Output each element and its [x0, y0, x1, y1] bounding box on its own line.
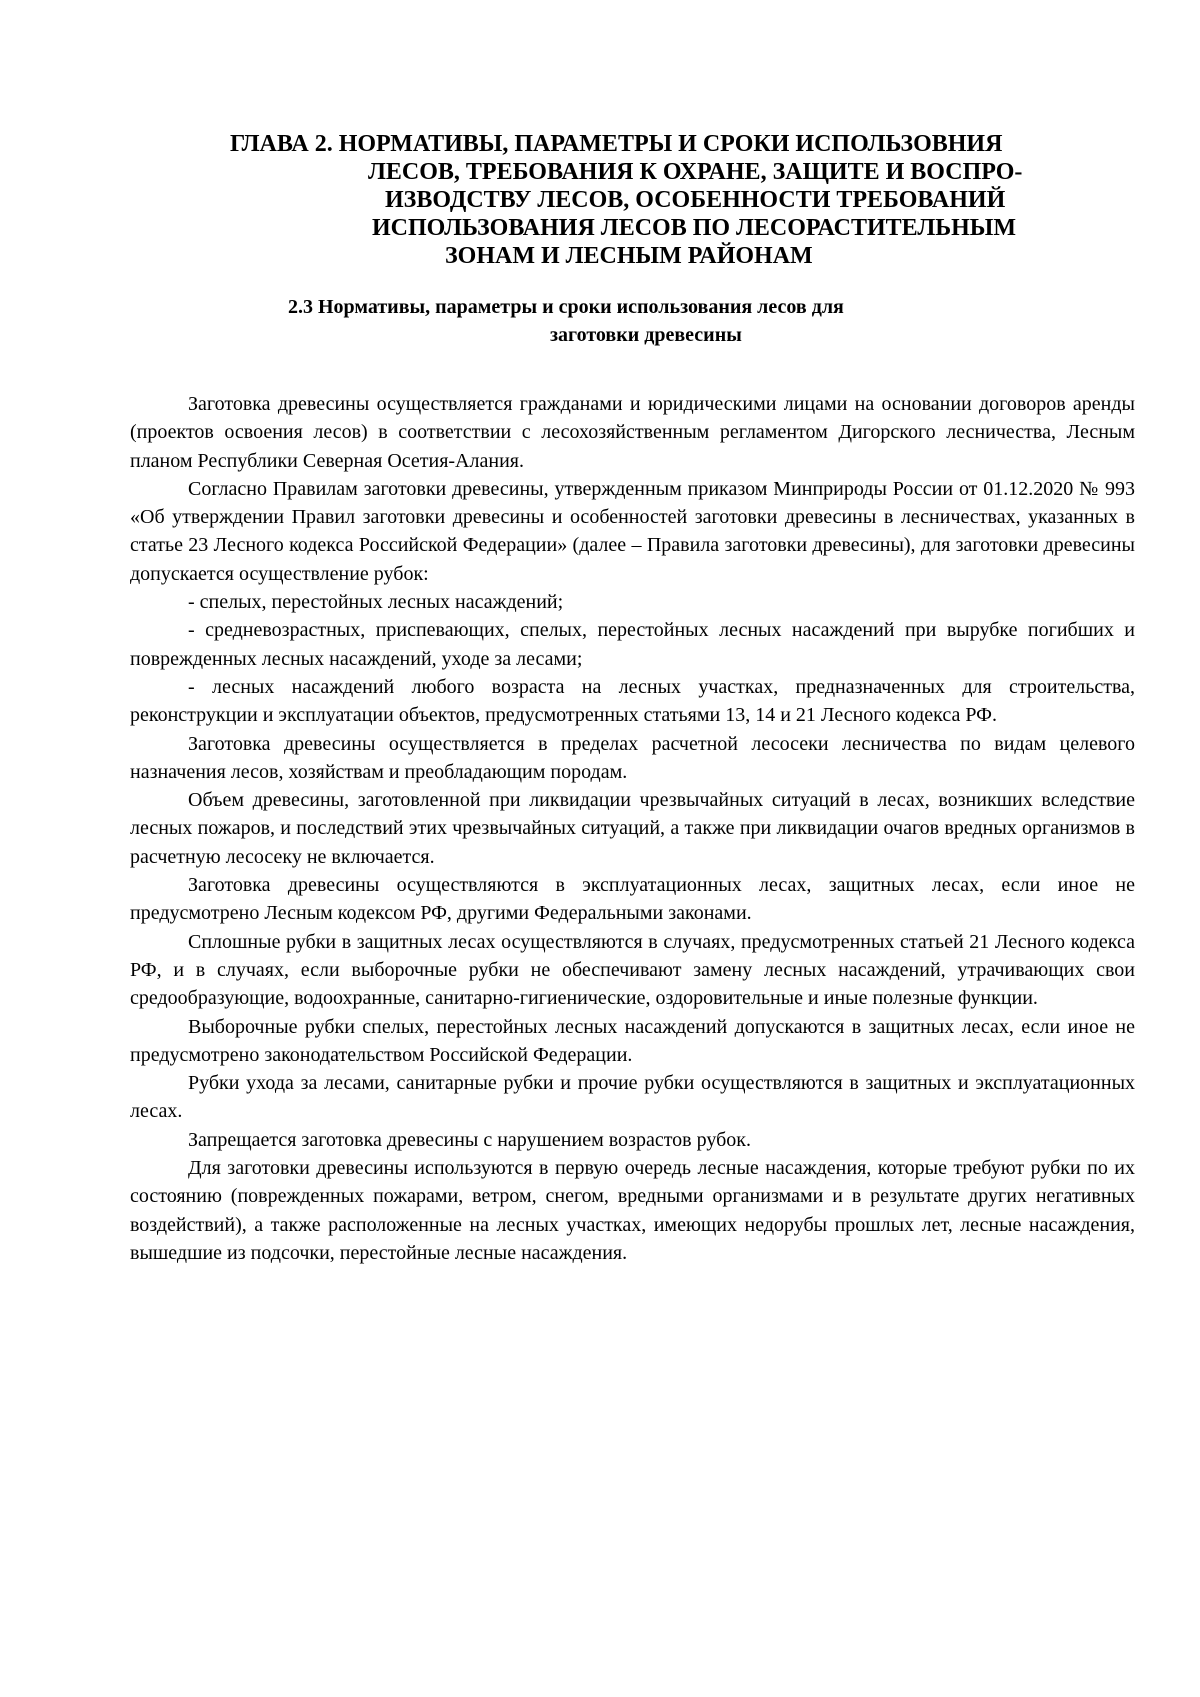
chapter-title-line: ЛЕСОВ, ТРЕБОВАНИЯ К ОХРАНЕ, ЗАЩИТЕ И ВОСПРО-	[368, 159, 1023, 185]
chapter-title-line: ГЛАВА 2. НОРМАТИВЫ, ПАРАМЕТРЫ И СРОКИ ИСПОЛЬЗОВНИЯ	[230, 131, 1003, 157]
chapter-title	[230, 130, 1050, 270]
section-title	[130, 293, 1000, 349]
chapter-title-line: ИЗВОДСТВУ ЛЕСОВ, ОСОБЕННОСТИ ТРЕБОВАНИЙ	[385, 187, 1006, 213]
paragraph: Объем древесины, заготовленной при ликвидации чрезвычайных ситуаций в лесах, возникших вследствие лесных пожаров, и последствий этих чрезвычайных ситуаций, а также при ликвидации очагов вредных организмов в расчетную лесосеку не включается.	[130, 789, 1135, 868]
list-item: - лесных насаждений любого возраста на лесных участках, предназначенных для строительства, реконструкции и эксплуатации объектов, предусмотренных статьями 13, 14 и 21 Лесного кодекса РФ.	[130, 675, 1135, 727]
paragraph: Заготовка древесины осуществляются в эксплуатационных лесах, защитных лесах, если иное не предусмотрено Лесным кодексом РФ, другими Федеральными законами.	[130, 874, 1135, 925]
paragraph: Для заготовки древесины используются в первую очередь лесные насаждения, которые требуют рубки по их состоянию (поврежденных пожарами, ветром, снегом, вредными организмами и в результате других негативных воздействий), а также расположенные на лесных участках, имеющих недорубы прошлых лет, лесные насаждения, вышедшие из подсочки, перестойные лесные насаждения.	[130, 1157, 1135, 1264]
paragraph: Рубки ухода за лесами, санитарные рубки и прочие рубки осуществляются в защитных и эксплуатационных лесах.	[130, 1072, 1135, 1123]
paragraph: Сплошные рубки в защитных лесах осуществляются в случаях, предусмотренных статьей 21 Лесного кодекса РФ, и в случаях, если выборочные рубки не обеспечивают замену лесных насаждений, утрачивающих свои средообразующие, водоохранные, санитарно-гигиенические, оздоровительные и иные полезные функции.	[130, 930, 1135, 1010]
paragraph: Согласно Правилам заготовки древесины, утвержденным приказом Минприроды России от 01.12.2020 № 993 «Об утверждении Правил заготовки древесины и особенностей заготовки древесины в лесничествах, указанных в статье 23 Лесного кодекса Российской Федерации» (далее – Правила заготовки древесины), для заготовки древесины допускается осуществление рубок:	[130, 477, 1135, 585]
section-title-line: заготовки древесины	[550, 324, 742, 346]
paragraph: Заготовка древесины осуществляется в пределах расчетной лесосеки лесничества по видам целевого назначения лесов, хозяйствам и преобладающим породам.	[130, 732, 1135, 783]
paragraph: Заготовка древесины осуществляется гражданами и юридическими лицами на основании договоров аренды (проектов освоения лесов) в соответствии с лесохозяйственным регламентом Дигорского лесничества, Лесным планом Республики Северная Осетия-Алания.	[130, 393, 1135, 472]
list-item: - спелых, перестойных лесных насаждений;	[188, 591, 564, 614]
body-text	[130, 390, 1135, 1267]
section-title-line: 2.3 Нормативы, параметры и сроки использования лесов для	[288, 296, 844, 318]
paragraph: Выборочные рубки спелых, перестойных лесных насаждений допускаются в защитных лесах, если иное не предусмотрено законодательством Российской Федерации.	[130, 1015, 1135, 1066]
paragraph: Запрещается заготовка древесины с нарушением возрастов рубок.	[188, 1128, 751, 1151]
chapter-title-line: ЗОНАМ И ЛЕСНЫМ РАЙОНАМ	[445, 243, 813, 269]
chapter-title-line: ИСПОЛЬЗОВАНИЯ ЛЕСОВ ПО ЛЕСОРАСТИТЕЛЬНЫМ	[372, 215, 1017, 241]
list-item: - средневозрастных, приспевающих, спелых, перестойных лесных насаждений при вырубке погибших и поврежденных лесных насаждений, уходе за лесами;	[130, 619, 1135, 670]
